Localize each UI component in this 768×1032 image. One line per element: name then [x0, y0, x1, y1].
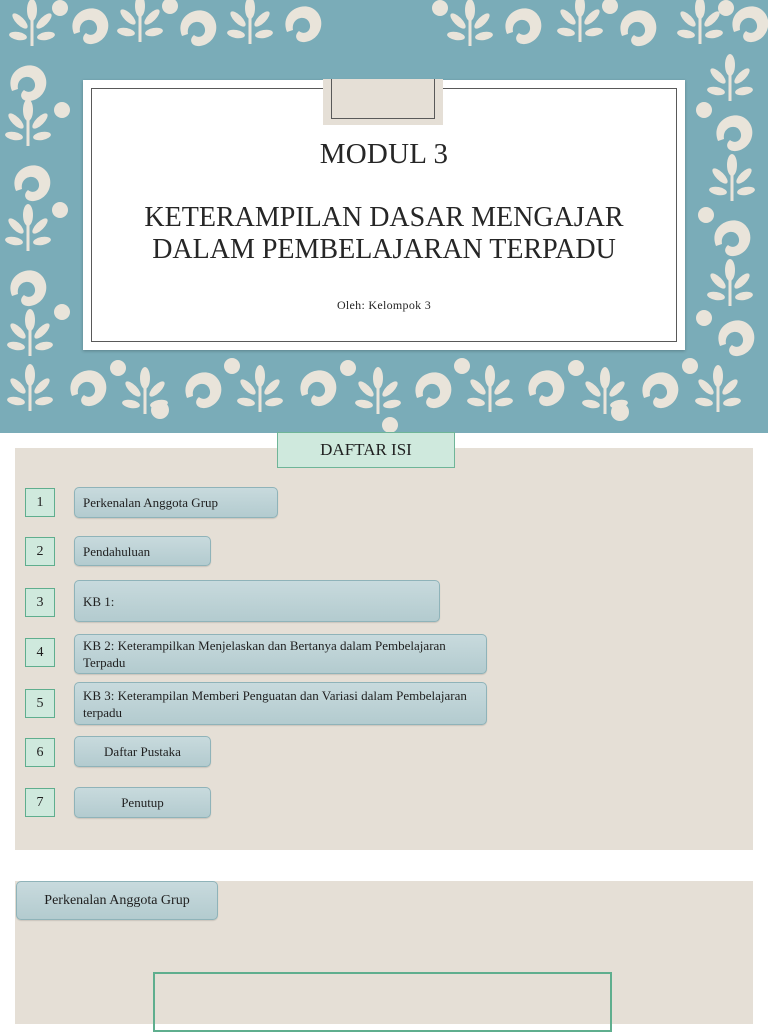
toc-slide [15, 440, 753, 850]
toc-number-6: 6 [25, 738, 55, 767]
toc-item-kb3[interactable]: KB 3: Keterampilan Memberi Penguatan dan Variasi dalam Pembelajaran terpadu [74, 682, 487, 725]
subtitle-line-1: KETERAMPILAN DASAR MENGAJAR [144, 202, 624, 233]
toc-item-kb2[interactable]: KB 2: Keterampilkan Menjelaskan dan Bertanya dalam Pembelajaran Terpadu [74, 634, 487, 674]
title-card [83, 80, 685, 350]
toc-number-1: 1 [25, 488, 55, 517]
slide-subtitle [93, 202, 675, 266]
toc-item-pendahuluan[interactable]: Pendahuluan [74, 536, 211, 566]
subtitle-line-2: DALAM PEMBELAJARAN TERPADU [152, 234, 616, 265]
slide-title: MODUL 3 [319, 138, 449, 170]
toc-item-perkenalan[interactable]: Perkenalan Anggota Grup [74, 487, 278, 518]
slide-author: Oleh: Kelompok 3 [336, 298, 432, 312]
toc-number-7: 7 [25, 788, 55, 817]
toc-heading: DAFTAR ISI [277, 432, 455, 468]
toc-item-penutup[interactable]: Penutup [74, 787, 211, 818]
toc-item-kb1[interactable]: KB 1: [74, 580, 440, 622]
members-slide [15, 881, 753, 1024]
toc-number-5: 5 [25, 689, 55, 718]
toc-item-daftar-pustaka[interactable]: Daftar Pustaka [74, 736, 211, 767]
title-slide [0, 0, 768, 433]
toc-number-4: 4 [25, 638, 55, 667]
title-card-tab-border [331, 79, 435, 119]
toc-number-3: 3 [25, 588, 55, 617]
title-card-tab [323, 79, 443, 125]
toc-number-2: 2 [25, 537, 55, 566]
members-heading: Perkenalan Anggota Grup [16, 881, 218, 920]
members-content-frame [153, 972, 612, 1032]
